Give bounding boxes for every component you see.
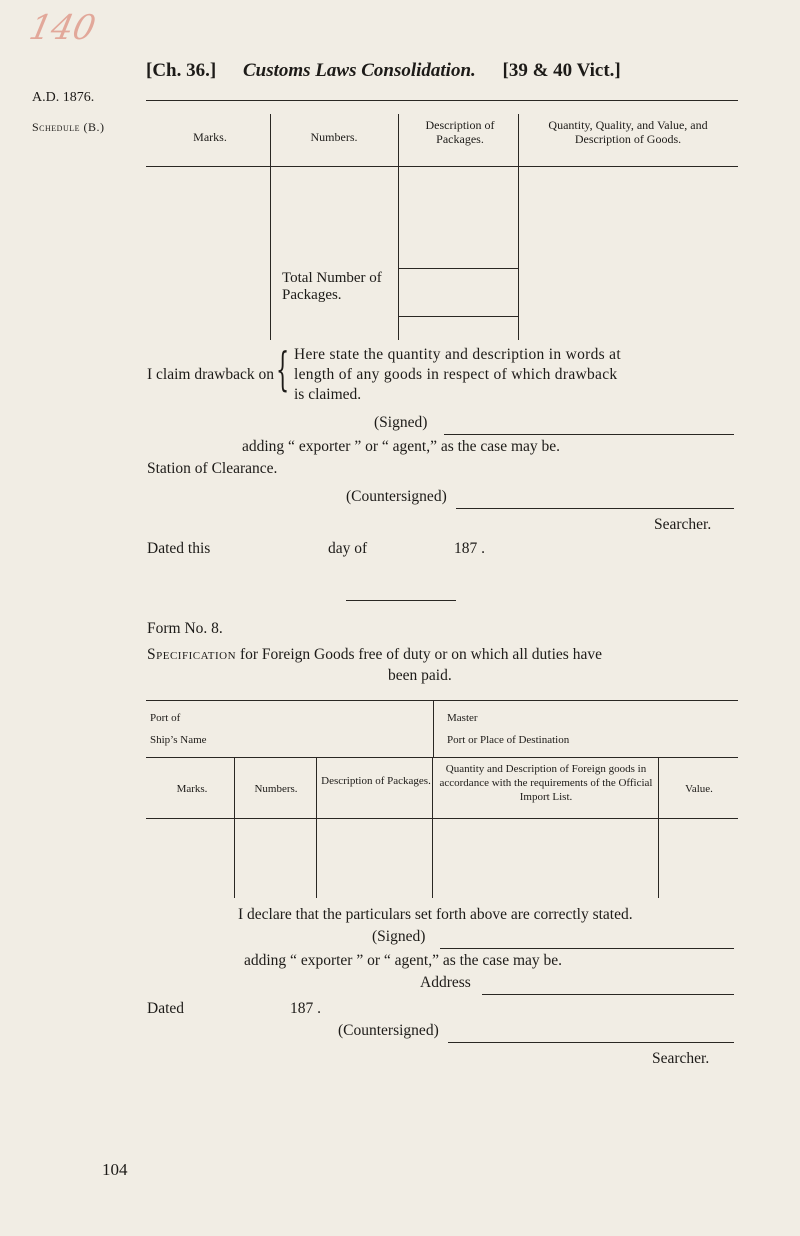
form8-header-rule [146,818,738,819]
claim-instruction-line3: is claimed. [294,386,362,403]
form8-col-divider [316,758,317,898]
ships-name-label: Ship’s Name [150,734,207,746]
address-label: Address [420,974,471,991]
specification-text: for Foreign Goods free of duty or on which all duties have [239,646,602,663]
table1-col-divider [270,114,271,340]
destination-label: Port or Place of Destination [447,734,570,746]
form8-year-label: 187 . [290,1000,321,1017]
form8-header-quantity: Quantity and Description of Foreign goods in accordance with the requirements of the Official Import List. [439,763,653,803]
form8-header-numbers: Numbers. [254,783,298,795]
act-title: Customs Laws Consolidation. [242,60,476,81]
table1-col-divider [398,114,399,340]
form8-header-value: Value. [685,783,713,795]
adding-note: adding “ exporter ” or “ agent,” as the case may be. [242,438,561,455]
specification-heading [147,646,602,664]
form8-col-divider [432,758,433,898]
form8-countersign-line [448,1042,734,1043]
station-label: Station of Clearance. [147,460,278,477]
year-label: 187 . [454,540,485,557]
section-separator [346,600,456,601]
claim-lead: I claim drawback on [147,366,274,383]
form-number: Form No. 8. [147,620,223,637]
brace-symbol: { [276,342,290,396]
form8-dated-label: Dated [147,1000,185,1017]
form8-col-divider [658,758,659,898]
signature-line [444,434,734,435]
countersigned-label: (Countersigned) [346,488,447,505]
running-header [146,60,621,82]
claim-instruction-line1: Here state the quantity and description in words at [294,346,621,363]
port-of-label: Port of [150,712,181,724]
form8-signed-label: (Signed) [372,928,426,945]
dated-label: Dated this [147,540,211,557]
form8-header-description: Description of Packages. [321,775,431,787]
form8-signature-line [440,948,734,949]
form8-col-divider [234,758,235,898]
margin-schedule: Schedule (B.) [32,120,105,134]
table1-header-numbers: Numbers. [310,130,358,144]
declaration-text: I declare that the particulars set forth above are correctly stated. [238,906,633,923]
master-label: Master [447,712,478,724]
chapter-ref: [Ch. 36.] [146,60,217,81]
handwritten-page-note: 140 [25,8,100,48]
table1-header-rule [146,166,738,167]
signed-label: (Signed) [374,414,428,431]
table1-top-rule [146,100,738,101]
table1-col-divider [518,114,519,340]
day-of-label: day of [328,540,368,557]
countersign-line [456,508,734,509]
specification-line2: been paid. [388,667,452,684]
margin-year: A.D. 1876. [32,90,95,105]
form8-adding-note: adding “ exporter ” or “ agent,” as the case may be. [244,952,563,969]
claim-instruction-line2: length of any goods in respect of which drawback [294,366,618,383]
total-packages-label: Total Number of Packages. [282,270,382,303]
form8-meta-divider [433,701,434,757]
form8-header-marks: Marks. [176,783,208,795]
address-line [482,994,734,995]
table1-header-marks: Marks. [193,130,227,144]
specification-word: Specification [147,646,237,663]
form8-countersigned-label: (Countersigned) [338,1022,439,1039]
searcher-label: Searcher. [654,516,712,533]
table1-header-description: Description of Packages. [425,118,495,146]
table1-total-rule [398,316,518,317]
form8-searcher-label: Searcher. [652,1050,710,1067]
page-number: 104 [102,1160,128,1179]
form8-top-rule [146,700,738,701]
table1-header-quantity: Quantity, Quality, and Value, and Description of Goods. [548,118,708,146]
regnal-year: [39 & 40 Vict.] [502,60,621,81]
table1-total-rule [398,268,518,269]
